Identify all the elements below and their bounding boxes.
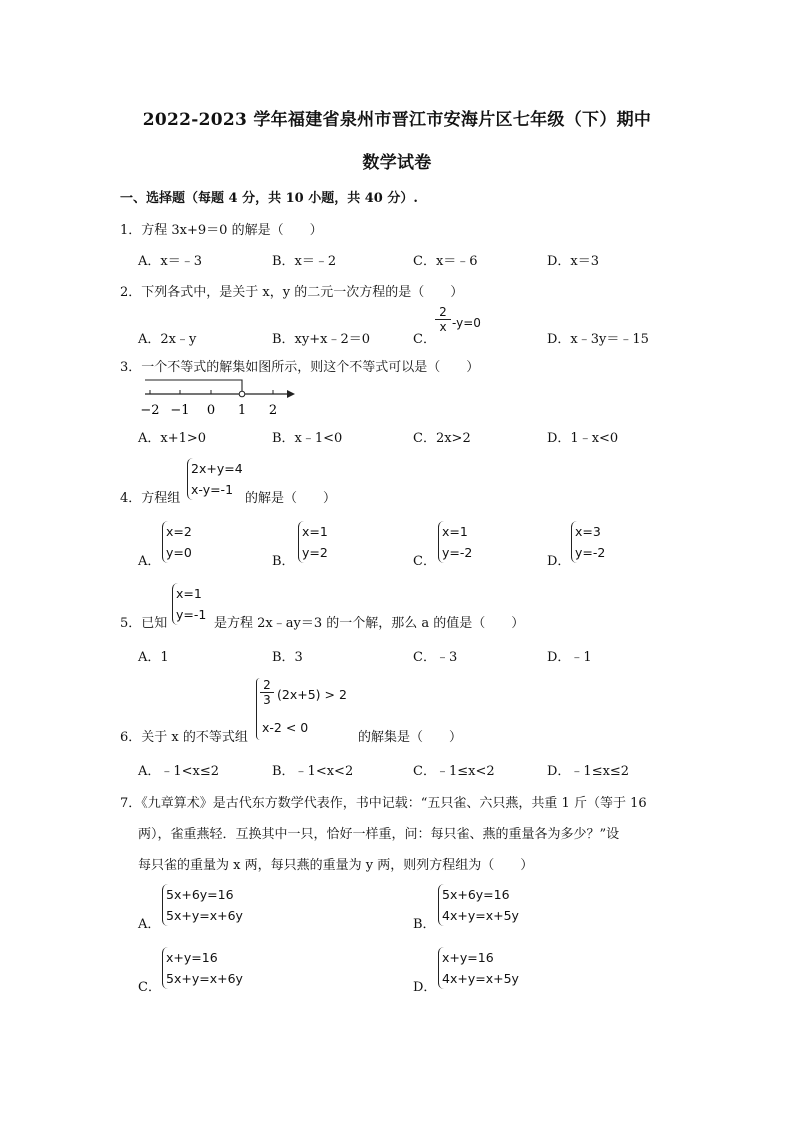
- question-2-option-a: A．2x﹣y: [138, 332, 197, 347]
- question-7-option-a-label: A．: [138, 917, 161, 932]
- question-5-option-d: D．﹣1: [547, 650, 592, 665]
- question-4-option-d-system: [571, 521, 605, 563]
- equation-line: x=2: [166, 524, 192, 539]
- question-6-fraction: [260, 678, 274, 707]
- equation-line: y=-2: [575, 545, 606, 560]
- tick-label: −1: [170, 403, 190, 418]
- question-2-option-c-fraction: [435, 305, 451, 334]
- question-6-option-c: C．﹣1≤x<2: [413, 764, 495, 779]
- equation-line: x=1: [176, 586, 202, 601]
- question-5-option-c: C．﹣3: [413, 650, 458, 665]
- question-6-option-d: D．﹣1≤x≤2: [547, 764, 630, 779]
- question-4-system: [187, 458, 243, 500]
- fraction-numerator: 2: [260, 678, 274, 693]
- equation-line: x=1: [442, 524, 468, 539]
- question-2-option-b: B．xy+x﹣2＝0: [272, 332, 370, 347]
- equation-line: 5x+6y=16: [442, 887, 510, 902]
- question-3-option-b: B．x﹣1<0: [272, 431, 343, 446]
- question-5-option-a: A．1: [138, 650, 169, 665]
- tick-label: 0: [206, 403, 216, 418]
- question-3-option-a: A．x+1>0: [138, 431, 207, 446]
- question-6-prefix: 6．关于 x 的不等式组: [120, 730, 248, 745]
- question-1-option-a: A．x＝﹣3: [138, 254, 202, 269]
- arrow-head-icon: [287, 390, 295, 398]
- equation-line: x=3: [575, 524, 601, 539]
- question-4-option-c-system: [438, 521, 472, 563]
- fraction-denominator: 3: [263, 693, 271, 707]
- equation-line: 5x+6y=16: [166, 887, 234, 902]
- question-5-stem: 是方程 2x﹣ay＝3 的一个解，那么 a 的值是（ ）: [214, 616, 525, 631]
- question-4-option-a-system: [162, 521, 192, 563]
- question-4-option-b-label: B．: [272, 554, 295, 569]
- page-title-line2: 数学试卷: [362, 153, 432, 173]
- question-7-option-b-system: [438, 884, 519, 926]
- question-7-option-c-system: [162, 947, 243, 989]
- equation-line: y=2: [302, 545, 328, 560]
- question-7-option-b-label: B．: [413, 917, 436, 932]
- question-4-stem: 的解是（ ）: [245, 491, 337, 506]
- question-2-option-c-rest: -y=0: [452, 316, 481, 330]
- question-7-line-3: 每只雀的重量为 x 两，每只燕的重量为 y 两，则列方程组为（ ）: [138, 858, 534, 873]
- question-3-option-c: C．2x>2: [413, 431, 471, 446]
- question-4-option-a-label: A．: [138, 554, 161, 569]
- number-line-figure: [135, 374, 305, 420]
- equation-line: x-y=-1: [191, 482, 234, 497]
- tick-label: 1: [237, 403, 247, 418]
- equation-line: x+y=16: [166, 950, 218, 965]
- fraction-denominator: x: [439, 320, 447, 334]
- question-7-line-2: 两），雀重燕轻．互换其中一只，恰好一样重，问：每只雀、燕的重量各为多少？”设: [138, 827, 620, 842]
- question-7-option-d-system: [438, 947, 519, 989]
- question-5-system: [172, 583, 206, 625]
- question-4-option-d-label: D．: [547, 554, 571, 569]
- question-6-inequality-2: x-2 < 0: [262, 720, 309, 735]
- open-circle-point: [239, 391, 245, 397]
- tick-label: −2: [140, 403, 160, 418]
- equation-line: 2x+y=4: [191, 461, 243, 476]
- question-6-option-b: B．﹣1<x<2: [272, 764, 354, 779]
- question-6-option-a: A．﹣1<x≤2: [138, 764, 220, 779]
- question-7-option-a-system: [162, 884, 243, 926]
- equation-line: y=-1: [176, 607, 207, 622]
- equation-line: 5x+y=x+6y: [166, 971, 243, 986]
- tick-label: 2: [268, 403, 278, 418]
- question-7-line-1: 7．《九章算术》是古代东方数学代表作，书中记载：“五只雀、六只燕，共重 1 斤（等于 16: [120, 796, 647, 811]
- question-2-option-d: D．x﹣3y＝﹣15: [547, 332, 649, 347]
- question-6-stem: 的解集是（ ）: [358, 730, 463, 745]
- question-7-option-c-label: C．: [138, 980, 161, 995]
- page-title-line1: 2022-2023 学年福建省泉州市晋江市安海片区七年级（下）期中: [142, 110, 652, 130]
- section-heading: 一、选择题（每题 4 分，共 10 小题，共 40 分）.: [120, 191, 418, 206]
- question-2-stem: 2．下列各式中，是关于 x，y 的二元一次方程的是（ ）: [120, 285, 464, 300]
- question-2-option-c-label: C．: [413, 332, 436, 347]
- question-3-stem: 3．一个不等式的解集如图所示，则这个不等式可以是（ ）: [120, 360, 480, 375]
- question-1-option-c: C．x＝﹣6: [413, 254, 478, 269]
- equation-line: x+y=16: [442, 950, 494, 965]
- question-3-option-d: D．1﹣x<0: [547, 431, 619, 446]
- equation-line: 4x+y=x+5y: [442, 908, 519, 923]
- equation-line: 4x+y=x+5y: [442, 971, 519, 986]
- question-5-option-b: B．3: [272, 650, 303, 665]
- equation-line: y=-2: [442, 545, 473, 560]
- solution-ray: [145, 380, 242, 391]
- question-4-option-b-system: [298, 521, 328, 563]
- question-6-inequality-1: (2x+5) > 2: [277, 687, 347, 702]
- question-1-option-b: B．x＝﹣2: [272, 254, 337, 269]
- equation-line: 5x+y=x+6y: [166, 908, 243, 923]
- question-4-prefix: 4．方程组: [120, 491, 181, 506]
- question-4-option-c-label: C．: [413, 554, 436, 569]
- question-1-stem: 1．方程 3x+9＝0 的解是（ ）: [120, 223, 323, 238]
- equation-line: y=0: [166, 545, 192, 560]
- fraction-numerator: 2: [435, 305, 451, 320]
- equation-line: x=1: [302, 524, 328, 539]
- question-1-option-d: D．x＝3: [547, 254, 600, 269]
- question-7-option-d-label: D．: [413, 980, 437, 995]
- question-5-prefix: 5．已知: [120, 616, 168, 631]
